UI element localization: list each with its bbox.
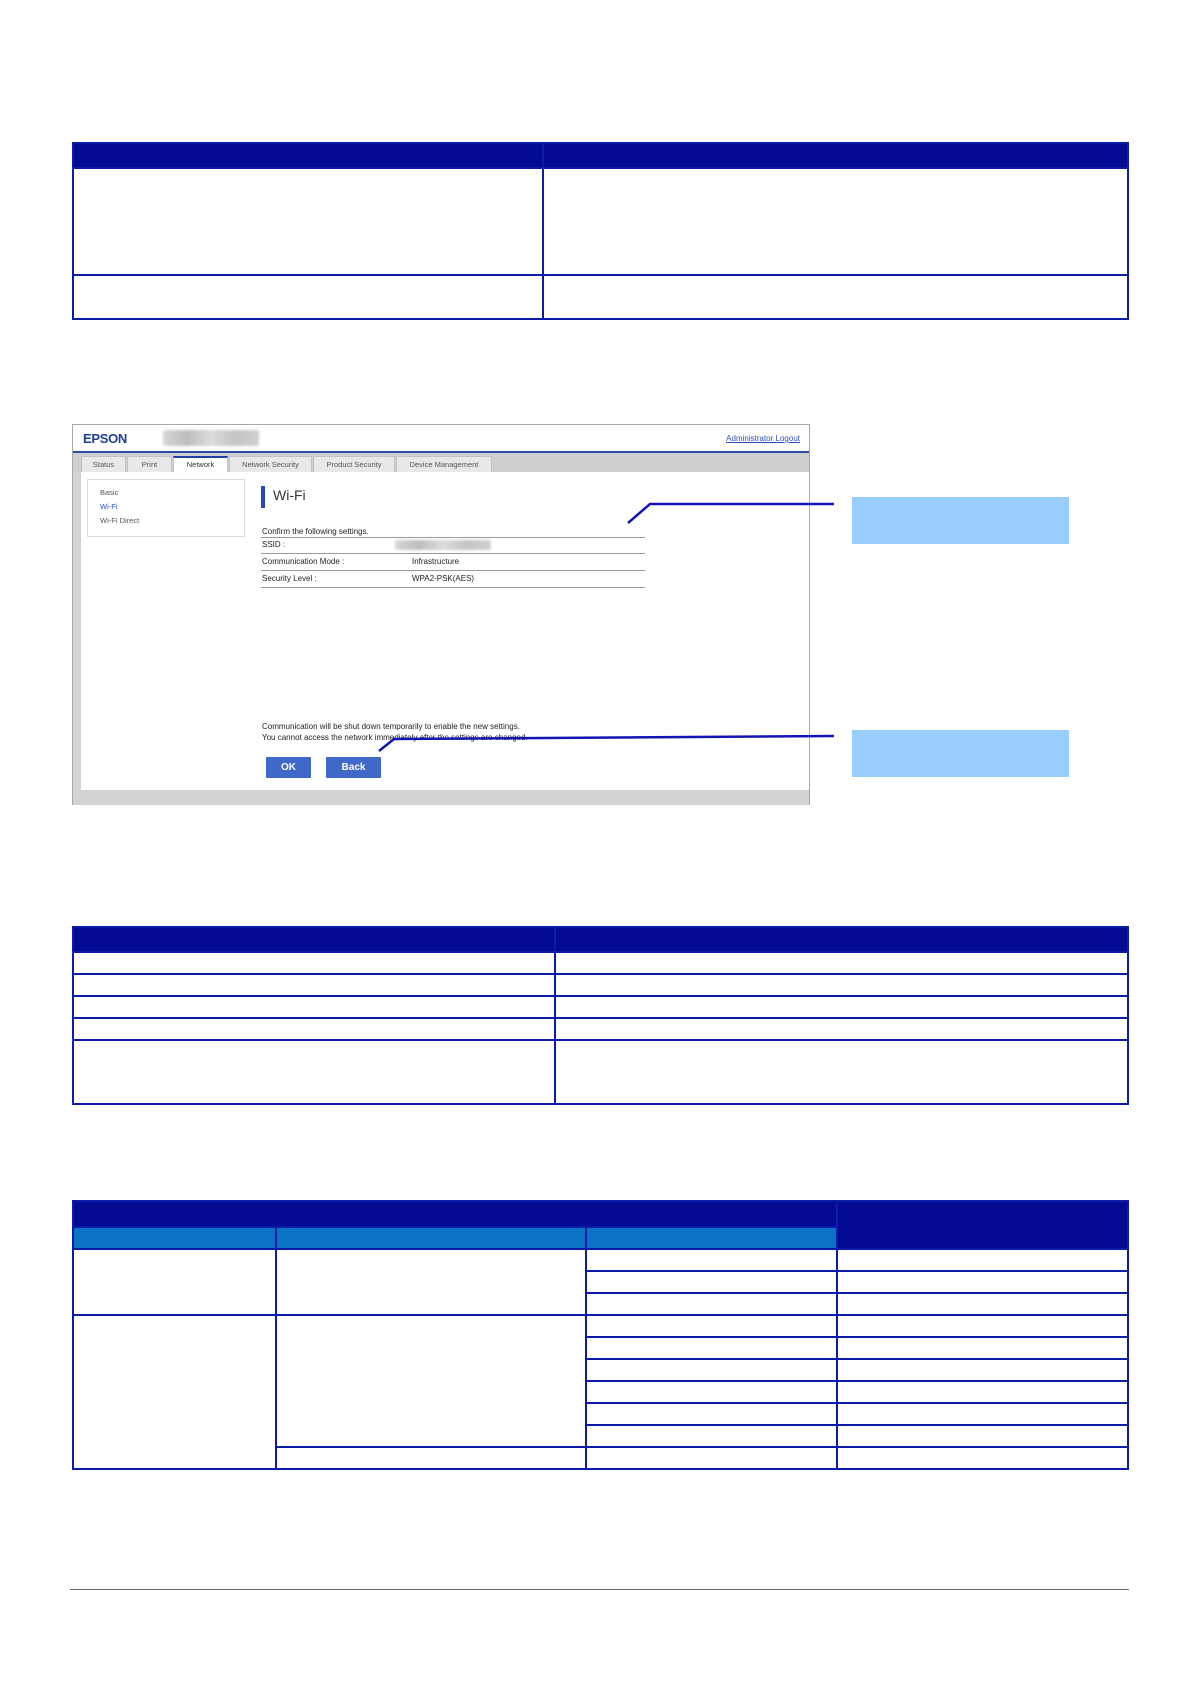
tab-product-security[interactable]: Product Security bbox=[313, 456, 395, 472]
table-cell bbox=[276, 1447, 586, 1469]
callout-line-title bbox=[628, 504, 834, 523]
table-cell bbox=[586, 1403, 837, 1425]
table-cell bbox=[586, 1315, 837, 1337]
table-cell bbox=[837, 1425, 1128, 1447]
table-cell bbox=[73, 1040, 555, 1104]
tab-network-security[interactable]: Network Security bbox=[229, 456, 312, 472]
table-cell bbox=[837, 1271, 1128, 1293]
sidebar-item-basic[interactable]: Basic bbox=[100, 488, 119, 497]
table-cell bbox=[586, 1293, 837, 1315]
table-cell bbox=[837, 1381, 1128, 1403]
security-level-value: WPA2-PSK(AES) bbox=[412, 574, 475, 583]
back-button[interactable]: Back bbox=[326, 757, 381, 778]
table-cell bbox=[73, 1315, 276, 1469]
table-cell bbox=[837, 1403, 1128, 1425]
callout-line-ok bbox=[379, 736, 834, 751]
confirm-text: Confirm the following settings. bbox=[262, 527, 369, 536]
table-cell bbox=[837, 1249, 1128, 1271]
table-cell bbox=[586, 1271, 837, 1293]
notice-line-1: Communication will be shut down temporarily to enable the new settings. bbox=[262, 722, 520, 731]
table-cell bbox=[73, 974, 555, 996]
table-cell bbox=[73, 1018, 555, 1040]
tab-print[interactable]: Print bbox=[127, 456, 172, 472]
table-cell bbox=[837, 1359, 1128, 1381]
table-subheader-cell bbox=[73, 1227, 276, 1249]
table-cell bbox=[586, 1359, 837, 1381]
table-cell bbox=[276, 1249, 586, 1315]
callout-box-2 bbox=[852, 730, 1069, 777]
table-header-cell bbox=[73, 927, 555, 952]
page-title: Wi-Fi bbox=[273, 487, 306, 503]
tab-status[interactable]: Status bbox=[81, 456, 126, 472]
table-cell bbox=[586, 1249, 837, 1271]
table-cell bbox=[555, 996, 1128, 1018]
settings-table-3 bbox=[72, 1200, 1129, 1470]
tab-device-management[interactable]: Device Management bbox=[396, 456, 492, 472]
security-level-label: Security Level : bbox=[262, 574, 317, 583]
table-cell bbox=[837, 1293, 1128, 1315]
table-subheader-cell bbox=[276, 1227, 586, 1249]
table-header-cell bbox=[555, 927, 1128, 952]
table-cell bbox=[555, 974, 1128, 996]
table-cell bbox=[586, 1381, 837, 1403]
table-cell bbox=[555, 952, 1128, 974]
table-cell bbox=[586, 1337, 837, 1359]
settings-table-2 bbox=[72, 926, 1129, 1105]
sidebar-item-wifi[interactable]: Wi-Fi bbox=[100, 502, 118, 511]
ssid-label: SSID : bbox=[262, 540, 286, 549]
epson-logo: EPSON bbox=[83, 431, 128, 446]
table-cell bbox=[73, 952, 555, 974]
table-cell bbox=[586, 1447, 837, 1469]
table-cell bbox=[555, 1040, 1128, 1104]
communication-mode-label: Communication Mode : bbox=[262, 557, 345, 566]
table-cell bbox=[837, 1447, 1128, 1469]
table-subheader-cell bbox=[586, 1227, 837, 1249]
table-cell bbox=[837, 1315, 1128, 1337]
table-cell bbox=[837, 1337, 1128, 1359]
communication-mode-value: Infrastructure bbox=[412, 557, 460, 566]
table-cell bbox=[73, 996, 555, 1018]
notice-line-2: You cannot access the network immediately after the settings are changed. bbox=[262, 733, 528, 742]
table-cell bbox=[73, 1249, 276, 1315]
footer-divider bbox=[70, 1589, 1129, 1590]
sidebar-item-wifi-direct[interactable]: Wi-Fi Direct bbox=[100, 516, 140, 525]
table-cell bbox=[555, 1018, 1128, 1040]
table-header-cell bbox=[73, 1201, 837, 1227]
tab-network[interactable]: Network bbox=[173, 456, 228, 472]
administrator-logout-link[interactable]: Administrator Logout bbox=[726, 434, 800, 443]
table-header-cell bbox=[837, 1201, 1128, 1249]
callout-box-1 bbox=[852, 497, 1069, 544]
ok-button[interactable]: OK bbox=[266, 757, 311, 778]
table-cell bbox=[276, 1315, 586, 1447]
table-cell bbox=[586, 1425, 837, 1447]
